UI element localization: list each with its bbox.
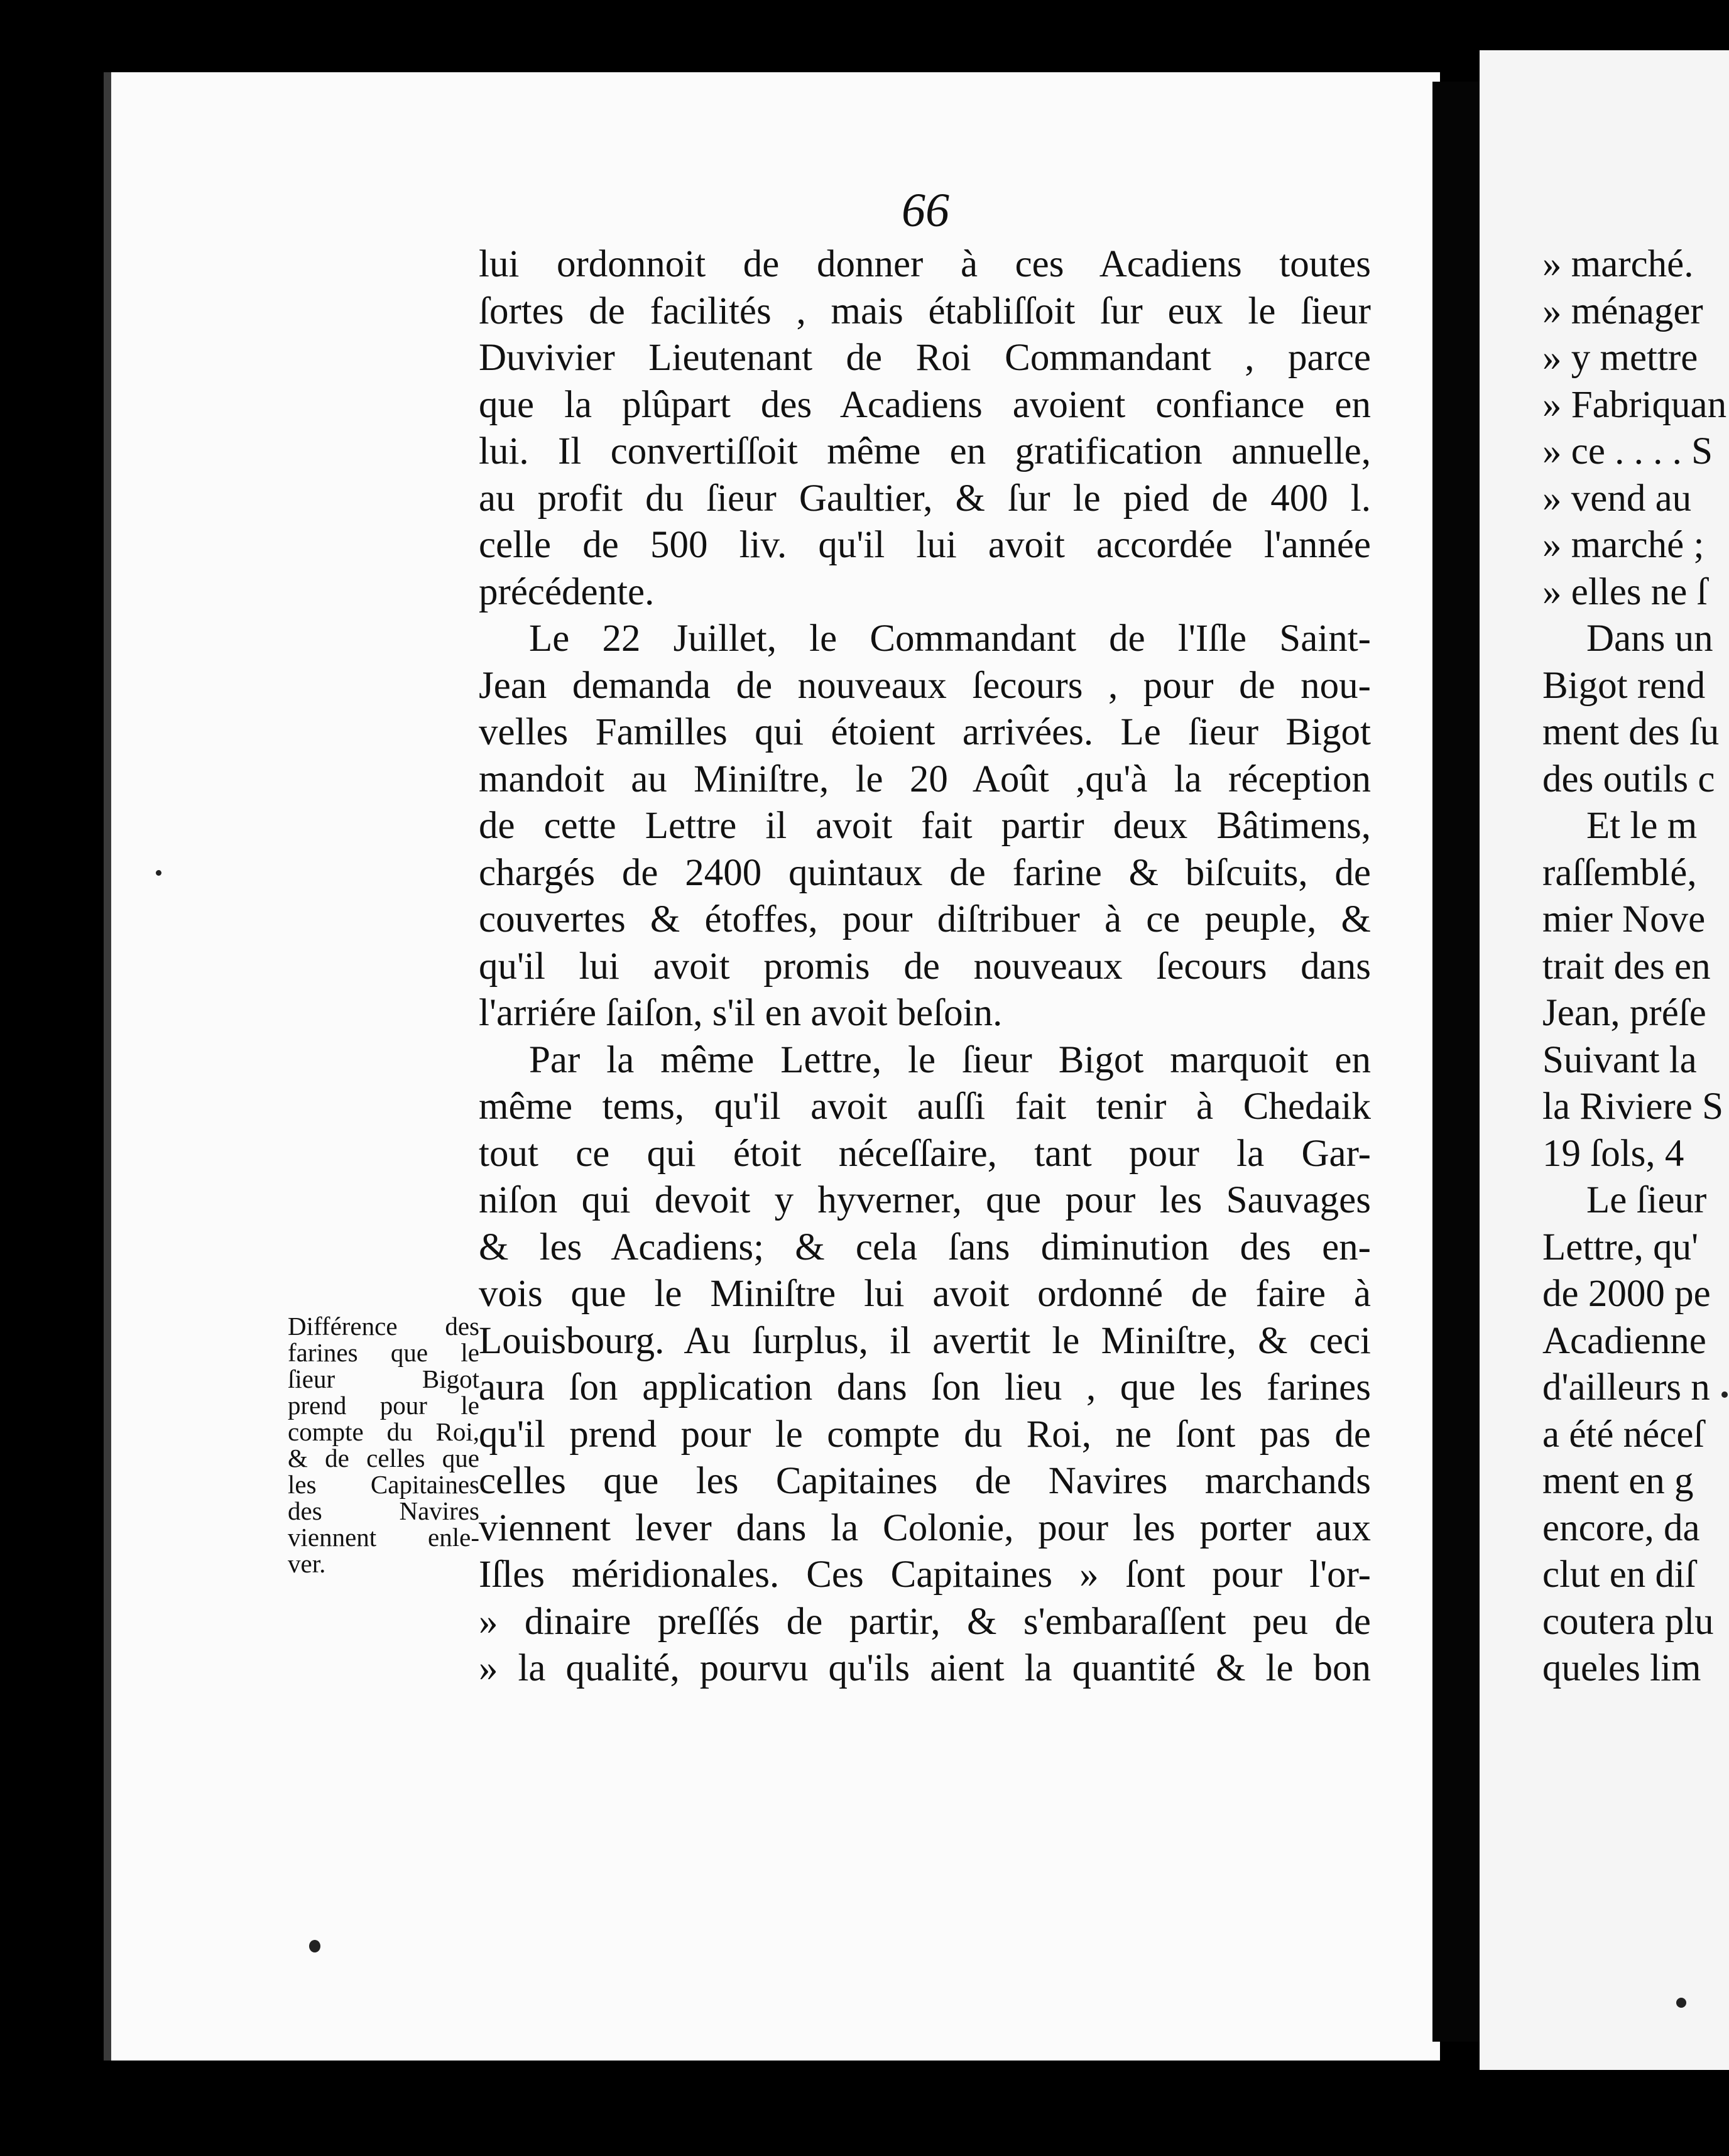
right-text-line: » marché ;	[1542, 524, 1704, 566]
margin-note-line: viennent enle-	[288, 1523, 479, 1552]
margin-note-line: les Capitaines	[288, 1470, 479, 1499]
main-text-column	[479, 241, 1371, 1692]
text-line: & les Acadiens; & cela ſans diminution des en-	[479, 1226, 1371, 1268]
right-text-line: la Riviere S	[1542, 1086, 1723, 1128]
text-line: que la plûpart des Acadiens avoient confiance en	[479, 383, 1371, 426]
right-text-line: » Fabriquan	[1542, 383, 1727, 426]
right-text-line: » y mettre	[1542, 337, 1698, 379]
text-line: Jean demanda de nouveaux ſecours , pour de nou-	[479, 664, 1371, 707]
margin-note-line: ſieur Bigot	[288, 1364, 479, 1393]
text-line: viennent lever dans la Colonie, pour les porter aux	[479, 1506, 1371, 1549]
right-text-line: d'ailleurs n	[1542, 1366, 1710, 1408]
margin-note-line: prend pour le	[288, 1391, 479, 1420]
text-line: qu'il prend pour le compte du Roi, ne ſont pas de	[479, 1413, 1371, 1456]
text-line: ſortes de facilités , mais établiſſoit ſur eux le ſieur	[479, 290, 1371, 332]
text-line: mandoit au Miniſtre, le 20 Août ,qu'à la réception	[479, 758, 1371, 800]
text-line: de cette Lettre il avoit fait partir deux Bâtimens,	[479, 805, 1371, 847]
book-gutter	[1432, 82, 1480, 2042]
right-text-line: coutera plu	[1542, 1600, 1714, 1643]
right-text-line: Bigot rend	[1542, 664, 1706, 707]
margin-note	[288, 1313, 479, 1577]
right-text-line: » elles ne ſ	[1542, 570, 1708, 613]
text-line: Iſles méridionales. Ces Capitaines » ſont pour l'or-	[479, 1554, 1371, 1596]
right-text-line: raſſemblé,	[1542, 851, 1697, 894]
text-line: aura ſon application dans ſon lieu , que les farines	[479, 1366, 1371, 1408]
right-text-line: » vend au	[1542, 477, 1692, 520]
text-line: celles que les Capitaines de Navires marchands	[479, 1460, 1371, 1502]
text-line: » dinaire preſſés de partir, & s'embaraſſent peu de	[479, 1600, 1371, 1643]
right-text-line: Et le m	[1586, 805, 1698, 847]
right-text-line: » marché.	[1542, 243, 1694, 285]
ink-speck	[1721, 1391, 1728, 1398]
right-text-line: Suivant la	[1542, 1038, 1697, 1081]
right-text-line: a été néceſ	[1542, 1413, 1704, 1456]
right-text-line: clut en diſ	[1542, 1554, 1696, 1596]
right-text-line: Jean, préſe	[1542, 992, 1706, 1034]
margin-note-line: ver.	[288, 1549, 326, 1578]
page-number: 66	[902, 184, 949, 237]
right-text-line: mier Nove	[1542, 898, 1706, 940]
text-line: l'arriére ſaiſon, s'il en avoit beſoin.	[479, 992, 1003, 1034]
text-line: Par la même Lettre, le ſieur Bigot marquoit en	[529, 1038, 1371, 1081]
ink-speck	[156, 870, 161, 876]
right-text-line: queles lim	[1542, 1647, 1701, 1689]
right-text-line: 19 ſols, 4	[1542, 1132, 1684, 1175]
ink-speck	[309, 1940, 320, 1952]
right-text-line: » ce . . . . S	[1542, 430, 1713, 472]
text-line: niſon qui devoit y hyverner, que pour les Sauvages	[479, 1179, 1371, 1221]
text-line: couvertes & étoffes, pour diſtribuer à ce peuple, &	[479, 898, 1371, 940]
right-text-line: ment des ſu	[1542, 711, 1720, 753]
text-line: lui. Il convertiſſoit même en gratification annuelle,	[479, 430, 1371, 472]
right-text-line: Lettre, qu'	[1542, 1226, 1699, 1268]
margin-note-line: Différence des	[288, 1312, 479, 1341]
right-text-line: ment en g	[1542, 1460, 1694, 1502]
text-line: qu'il lui avoit promis de nouveaux ſecours dans	[479, 945, 1371, 988]
text-line: chargés de 2400 quintaux de farine & biſcuits, de	[479, 851, 1371, 894]
right-text-line: trait des en	[1542, 945, 1711, 988]
margin-note-line: farines que le	[288, 1338, 479, 1367]
right-text-line: encore, da	[1542, 1506, 1700, 1549]
text-line: lui ordonnoit de donner à ces Acadiens toutes	[479, 243, 1371, 285]
right-text-line: Acadienne	[1542, 1319, 1706, 1362]
right-page-text	[1542, 241, 1729, 1692]
margin-note-line: compte du Roi,	[288, 1417, 479, 1446]
right-text-line: Le ſieur	[1586, 1179, 1707, 1221]
right-text-line: Dans un	[1586, 618, 1713, 660]
margin-note-line: & de celles que	[288, 1444, 479, 1473]
text-line: précédente.	[479, 570, 655, 613]
text-line: vois que le Miniſtre lui avoit ordonné de faire à	[479, 1273, 1371, 1315]
text-line: au profit du ſieur Gaultier, & ſur le pied de 400 l.	[479, 477, 1371, 520]
ink-speck	[1676, 1998, 1686, 2008]
text-line: même tems, qu'il avoit auſſi fait tenir à Chedaik	[479, 1086, 1371, 1128]
text-line: Duvivier Lieutenant de Roi Commandant , parce	[479, 337, 1371, 379]
text-line: velles Familles qui étoient arrivées. Le ſieur Bigot	[479, 711, 1371, 753]
text-line: Le 22 Juillet, le Commandant de l'Iſle Saint-	[529, 618, 1371, 660]
right-text-line: » ménager	[1542, 290, 1703, 332]
text-line: » la qualité, pourvu qu'ils aient la quantité & le bon	[479, 1647, 1371, 1689]
margin-note-line: des Navires	[288, 1496, 479, 1525]
text-line: Louisbourg. Au ſurplus, il avertit le Miniſtre, & ceci	[479, 1319, 1371, 1362]
right-text-line: de 2000 pe	[1542, 1273, 1711, 1315]
right-text-line: des outils c	[1542, 758, 1715, 800]
text-line: tout ce qui étoit néceſſaire, tant pour la Gar-	[479, 1132, 1371, 1175]
text-line: celle de 500 liv. qu'il lui avoit accordée l'année	[479, 524, 1371, 566]
